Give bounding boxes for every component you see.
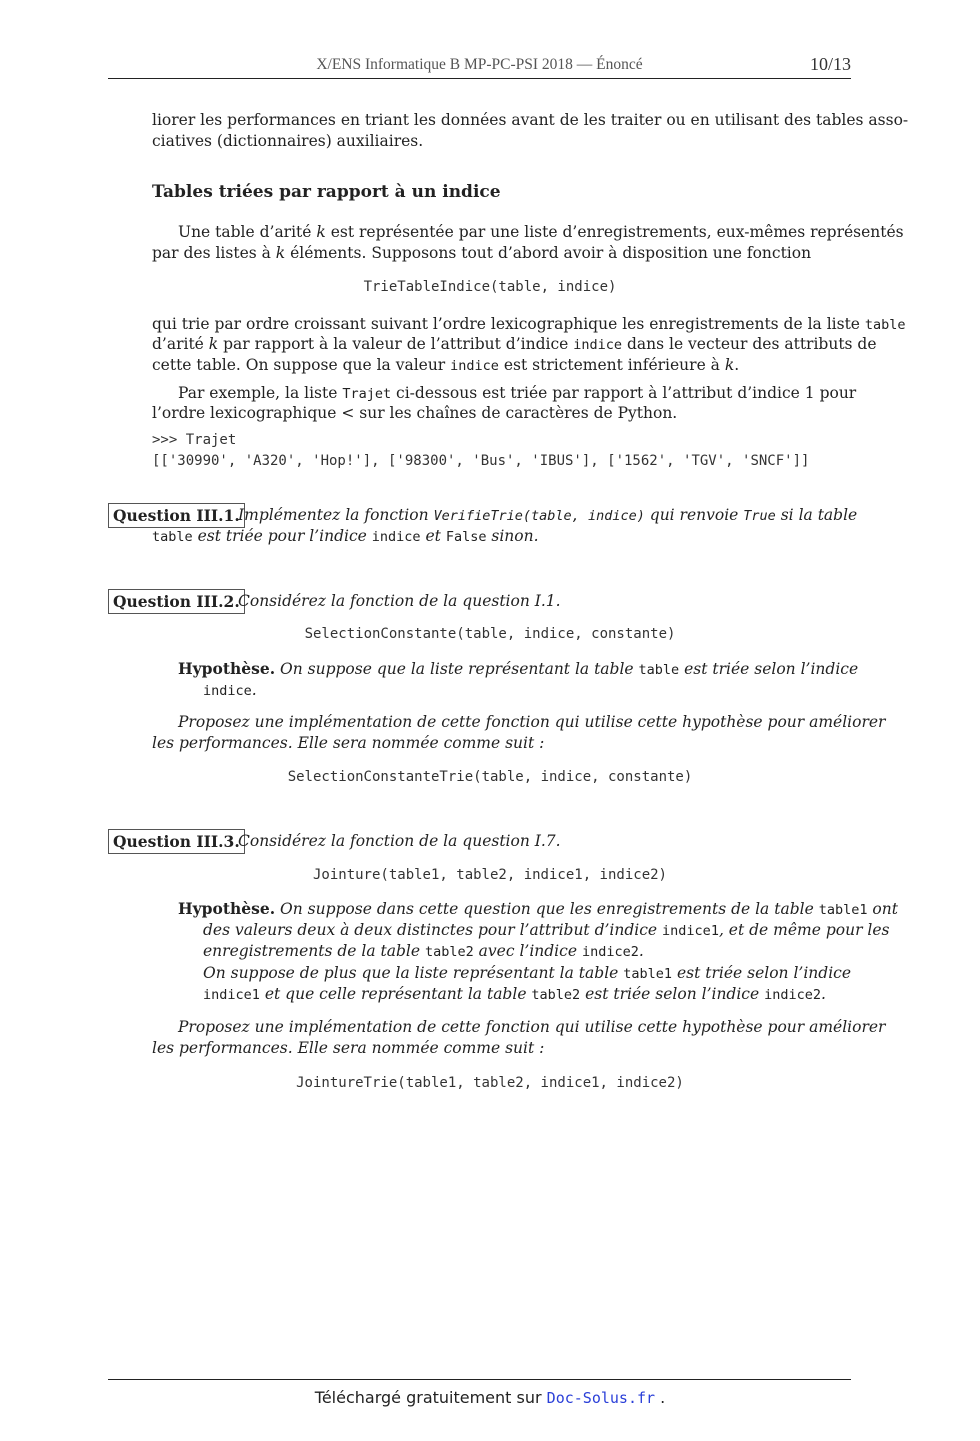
intro-line-1: liorer les performances en triant les données avant de les traiter ou en utilisant des tables asso- [152,111,909,129]
question-3-3-hypothesis-line-2: des valeurs deux à deux distinctes pour l’attribut d’indice indice1, et de même pour les [203,921,890,939]
para3-line-1: Par exemple, la liste Trajet ci-dessous est triée par rapport à l’attribut d’indice 1 pour [178,384,857,402]
code-selection-constante: SelectionConstante(table, indice, constante) [304,626,676,642]
question-3-3-hypothesis-line-5: indice1 et que celle représentant la table table2 est triée selon l’indice indice2. [203,985,826,1003]
code-trie-table-indice: TrieTableIndice(table, indice) [363,279,617,295]
code-jointure-trie: JointureTrie(table1, table2, indice1, indice2) [296,1075,684,1091]
question-3-1-label: Question III.1. [108,503,245,528]
question-3-2-label: Question III.2. [108,589,245,614]
para2-line-1: qui trie par ordre croissant suivant l’ordre lexicographique les enregistrements de la liste table [152,315,906,333]
doc-solus-link[interactable]: Doc-Solus.fr [546,1389,656,1407]
question-3-3-hypothesis-line-1: Hypothèse. On suppose dans cette question que les enregistrements de la table table1 ont [178,899,898,918]
para1-line-2: par des listes à k éléments. Supposons tout d’abord avoir à disposition une fonction [152,244,812,262]
question-3-2-proposal-line-2: les performances. Elle sera nommée comme suit : [152,734,545,752]
page-number: 10/13 [809,54,851,74]
repl-output: [['30990', 'A320', 'Hop!'], ['98300', 'Bus', 'IBUS'], ['1562', 'TGV', 'SNCF']] [152,453,810,469]
question-3-2-hypothesis-line-2: indice. [203,681,257,699]
para2-line-2: d’arité k par rapport à la valeur de l’attribut d’indice indice dans le vecteur des attributs de [152,335,877,353]
page-header [108,54,851,79]
footer-rule [108,1379,851,1380]
para1-line-1: Une table d’arité k est représentée par une liste d’enregistrements, eux-mêmes représentés [178,223,904,241]
question-3-1-line-2: table est triée pour l’indice indice et False sinon. [152,527,539,545]
question-3-3-hypothesis-line-4: On suppose de plus que la liste représentant la table table1 est triée selon l’indice [203,964,852,982]
code-jointure: Jointure(table1, table2, indice1, indice2) [312,867,667,883]
code-selection-constante-trie: SelectionConstanteTrie(table, indice, constante) [287,769,693,785]
header-title: X/ENS Informatique B MP-PC-PSI 2018 — Énoncé [316,56,643,73]
question-3-3-proposal-line-1: Proposez une implémentation de cette fonction qui utilise cette hypothèse pour améliorer [178,1018,886,1036]
question-3-2-text: Considérez la fonction de la question I.1. [238,592,561,610]
para2-line-3: cette table. On suppose que la valeur indice est strictement inférieure à k. [152,356,740,374]
question-3-3-proposal-line-2: les performances. Elle sera nommée comme suit : [152,1039,545,1057]
question-3-2-proposal-line-1: Proposez une implémentation de cette fonction qui utilise cette hypothèse pour améliorer [178,713,886,731]
para3-line-2: l’ordre lexicographique < sur les chaînes de caractères de Python. [152,404,678,422]
question-3-2-hypothesis-line-1: Hypothèse. On suppose que la liste représentant la table table est triée selon l’indice [178,659,859,678]
page-footer: Téléchargé gratuitement sur Doc-Solus.fr . [314,1388,666,1407]
repl-prompt: >>> Trajet [152,432,237,448]
section-title: Tables triées par rapport à un indice [152,182,501,202]
intro-line-2: ciatives (dictionnaires) auxiliaires. [152,132,424,150]
question-3-3-hypothesis-line-3: enregistrements de la table table2 avec l’indice indice2. [203,942,644,960]
question-3-3-text: Considérez la fonction de la question I.7. [238,832,561,850]
question-3-1-line-1: Implémentez la fonction VerifieTrie(table, indice) qui renvoie True si la table [238,506,858,524]
question-3-3-label: Question III.3. [108,829,245,854]
